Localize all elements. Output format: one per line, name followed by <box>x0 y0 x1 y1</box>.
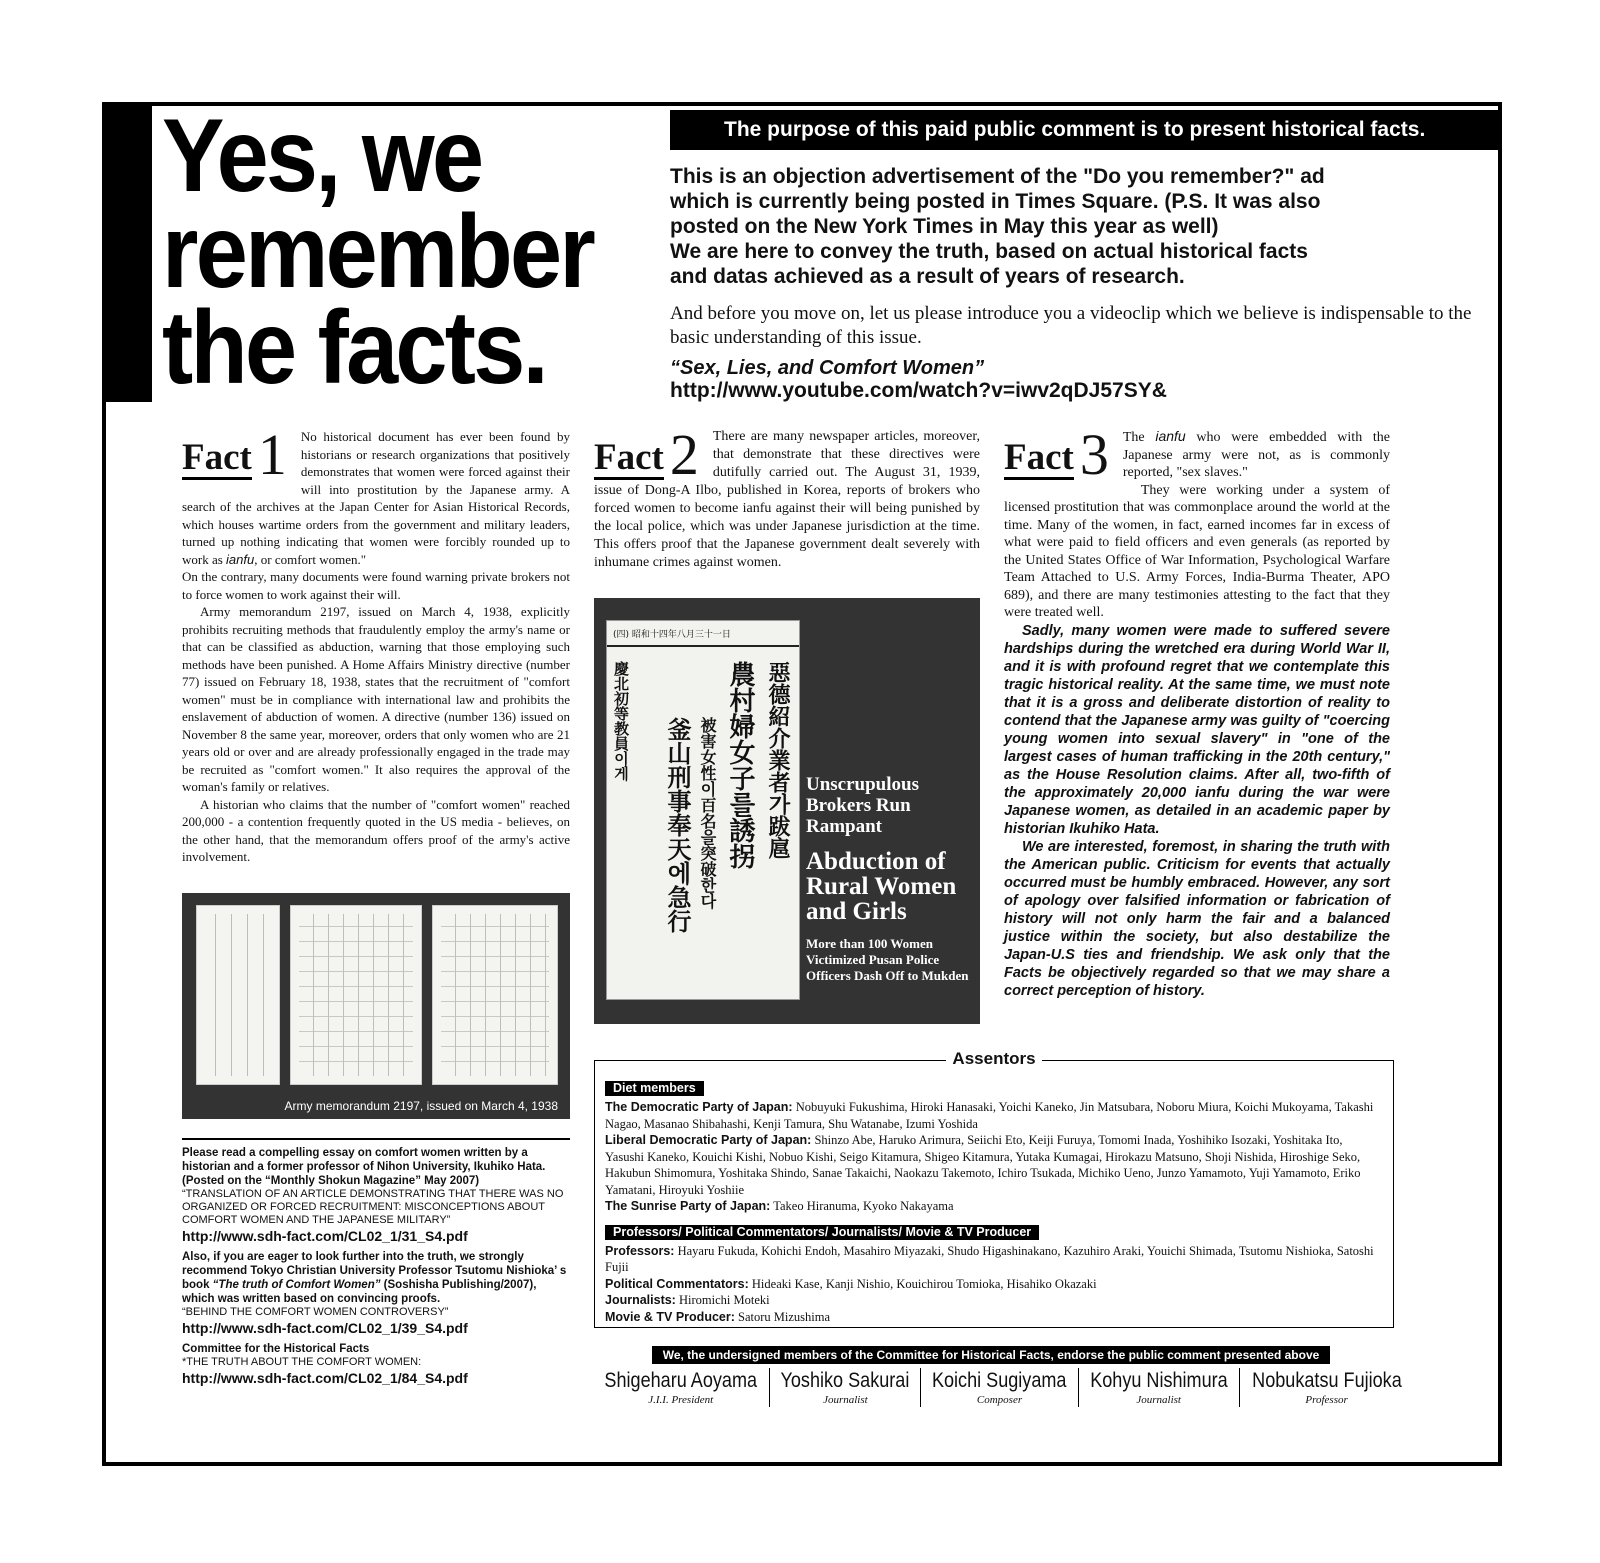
assentors-box <box>594 1049 1394 1328</box>
essay-references <box>182 1138 570 1388</box>
fact-1-ianfu: ianfu <box>226 551 255 567</box>
dpj-names: Nobuyuki Fukushima, Hiroki Hanasaki, Yoichi Kaneko, Jin Matsubara, Noboru Miura, Koichi Mukoyama, Takashi Nagao, Masanao Shibahashi, Kenji Tamura, Shu Watanabe, Izumi Yoshida <box>605 1100 1374 1131</box>
newspaper-clip <box>606 620 800 1000</box>
essay-committee: Committee for the Historical Facts <box>182 1343 370 1355</box>
fact-1-word: Fact <box>182 437 252 478</box>
essay-title-2: “BEHIND THE COMFORT WOMEN CONTROVERSY” <box>182 1306 449 1318</box>
newspaper-translation <box>806 774 974 984</box>
clip-kanji-3: 被害女性이百名을突破한다 <box>698 717 717 909</box>
signer-name: Nobukatsu Fujioka <box>1251 1369 1402 1392</box>
endorsement-banner: We, the undersigned members of the Committee for Historical Facts, endorse the public comment presented above <box>652 1346 1330 1364</box>
signer <box>1078 1368 1239 1407</box>
signer <box>769 1368 920 1407</box>
essay-title-1: “TRANSLATION OF AN ARTICLE DEMONSTRATING THAT THERE WAS NO ORGANIZED OR FORCED RECRUITMENT: MISCONCEPTIONS ABOUT COMFORT WOMEN AND THE JAPANESE MILITARY” <box>182 1188 564 1226</box>
headline-line-2: remember <box>162 194 594 310</box>
fact-1-number: 1 <box>257 422 287 487</box>
news-headline-3: More than 100 Women Victimized Pusan Police Officers Dash Off to Mukden <box>806 936 969 983</box>
intro-line-5: and datas achieved as a result of years of research. <box>670 265 1185 288</box>
clip-kanji-4: 釜山刑事奉天에急行 <box>663 717 691 933</box>
memo-page-1 <box>196 905 280 1085</box>
news-headline-2: Abduction of Rural Women and Girls <box>806 848 957 925</box>
headline <box>162 102 666 406</box>
signer-name: Koichi Sugiyama <box>932 1369 1067 1392</box>
essay-book-title: “The truth of Comfort Women” <box>212 1279 381 1291</box>
signer <box>920 1368 1077 1407</box>
signer-name: Kohyu Nishimura <box>1089 1369 1228 1392</box>
journalists-names: Hiromichi Moteki <box>678 1293 770 1307</box>
fact-3-paragraph-2: They were working under a system of licensed prostitution that was commonplace around the world at the time. Many of the women, in fact, earned incomes far in excess of what were paid to field officers and even generals (as reported by the United States Office of War Information, Psychological Warfare Team Attached to U.S. Army Forces, India-Burma Theater, APO 689), and there are many testimonies attesting to the fact that they were treated well. <box>1004 482 1390 620</box>
sunrise-names: Takeo Hiranuma, Kyoko Nakayama <box>773 1199 954 1213</box>
clip-date: (四) 昭和十四年八月三十一日 <box>613 630 731 640</box>
fact-1-paragraph-2: On the contrary, many documents were found warning private brokers not to force women to work against their will. <box>182 569 570 602</box>
intro-line-2: which is currently being posted in Times Square. (P.S. It was also <box>670 190 1321 213</box>
signer-role: J.I.I. President <box>648 1394 714 1406</box>
signer <box>1239 1368 1414 1407</box>
purpose-banner: The purpose of this paid public comment is to present historical facts. <box>670 110 1498 150</box>
signer-name: Yoshiko Sakurai <box>780 1369 910 1392</box>
fact-3-p1-end: who were embedded with the Japanese army were not, as is commonly reported, "sex slaves." <box>1122 430 1390 480</box>
assentors-title <box>595 1049 1393 1069</box>
advertisement-frame <box>102 102 1502 1466</box>
fact-3-p1-text: The <box>1122 430 1156 445</box>
clip-kanji-5: 慶北初等教員이게 <box>612 661 630 781</box>
journalists-category: Journalists: <box>605 1293 676 1307</box>
ldp-members <box>595 1132 1393 1198</box>
essay-intro-2 <box>182 1250 570 1306</box>
fact-3-paragraph-4: We are interested, foremost, in sharing the truth with the American public. Criticism for events that actually occurred must be humbly embraced. However, any sort of apology over falsified information or fabrication of history will not only harm the fair and a balanced justice within the society, but also destabilize the Japan-U.S ties and friendship. We ask only that the Facts be objectively regarded so that we may share a correct perception of history. <box>1004 838 1390 999</box>
professors-names: Hayaru Fukuda, Kohichi Endoh, Masahiro Miyazaki, Shudo Higashinakano, Kazuhiro Araki, Youichi Shimada, Tsutomu Nishioka, Satoshi Fujii <box>605 1243 1374 1274</box>
fact-3-paragraph-3: Sadly, many women were made to suffered severe hardships during the wretched era during World War II, and it is with profound regret that we contemplate this tragic historical reality. At the same time, we must note that it is a gross and deliberate distortion of reality to contend that the Japanese army was guilty of "coercing young women into sexual slavery" in "one of the largest cases of human trafficking in the 20th century," as the House Resolution claims. After all, two-fifth of the approximately 20,000 ianfu during the war were Japanese women, as detailed in an academic paper by historian Ikuhiko Hata. <box>1004 622 1390 837</box>
essay-url-1[interactable]: http://www.sdh-fact.com/CL02_1/31_S4.pdf <box>182 1228 468 1244</box>
intro-line-4: We are here to convey the truth, based on actual historical facts <box>670 240 1308 263</box>
intro-line-1: This is an objection advertisement of the "Do you remember?" ad <box>670 165 1325 188</box>
fact-1-p1-end: , or comfort women." <box>254 551 367 567</box>
headline-side-bar <box>106 106 152 402</box>
journalists-members <box>595 1292 1393 1309</box>
sunrise-party-name: The Sunrise Party of Japan: <box>605 1199 771 1213</box>
fact-1-p1-text: No historical document has ever been found by historians or research organizations that positively demonstrates that women were forced against their will into prostitution by the Japanese army. A search of the archives at the Japan Center for Asian Historical Records, which houses wartime orders from the government and military leaders, turned up nothing indicating that women were forcibly rounded up to work as <box>182 429 570 567</box>
clip-kanji-1: 惡德紹介業者가跋扈 <box>765 661 790 859</box>
fact-3-heading <box>1004 422 1109 487</box>
headline-line-1: Yes, we <box>162 102 482 214</box>
fact-1-column <box>182 422 570 866</box>
fact-2-word: Fact <box>594 437 664 478</box>
commentators-category: Political Commentators: <box>605 1276 749 1291</box>
ldp-names: Shinzo Abe, Haruko Arimura, Seiichi Eto, Keiji Furuya, Tomomi Inada, Yoshihiko Isozaki, Yoshitaka Ito, Yasushi Kaneko, Kouichi Kishi, Nobuo Kishi, Seigo Kitamura, Shigeo Kitamura, Yutaka Kumagai, Hirokazu Matsuno, Shoji Nishida, Hiroshige Seko, Hakubun Shimomura, Yoshitaka Shindo, Sanae Takaichi, Naokazu Takemoto, Ichiro Tsukada, Michiko Ueno, Junzo Yamamoto, Yuji Yamamoto, Eriko Yamatani, Hiroyuki Yoshiie <box>605 1133 1361 1197</box>
clip-kanji-2: 農村婦女子를誘拐 <box>725 661 755 869</box>
essay-url-3[interactable]: http://www.sdh-fact.com/CL02_1/84_S4.pdf <box>182 1370 468 1386</box>
signer-role: Professor <box>1305 1394 1348 1406</box>
signers-row <box>592 1368 1402 1407</box>
essay-intro-2-end: (Soshisha Publishing/2007), which was written based on convincing proofs. <box>182 1279 537 1305</box>
fact-1-heading <box>182 422 287 487</box>
fact-1-paragraph-4: A historian who claims that the number of "comfort women" reached 200,000 - a contention frequently quoted in the US media - believes, on the other hand, that the memorandum offers proof of the army's active involvement. <box>182 796 570 864</box>
essay-url-2[interactable]: http://www.sdh-fact.com/CL02_1/39_S4.pdf <box>182 1320 468 1336</box>
producer-category: Movie & TV Producer: <box>605 1309 735 1324</box>
producer-names: Satoru Mizushima <box>738 1309 831 1324</box>
professors-members <box>595 1243 1393 1276</box>
intro-line-3: posted on the New York Times in May this year as well) <box>670 215 1219 238</box>
fact-3-number: 3 <box>1079 422 1109 487</box>
sunrise-members <box>595 1198 1393 1215</box>
fact-3-column <box>1004 422 1390 1000</box>
diet-members-label: Diet members <box>605 1081 704 1096</box>
memo-page-3 <box>432 905 558 1085</box>
signer-role: Journalist <box>1136 1394 1181 1406</box>
fact-2-column <box>594 422 980 572</box>
fact-2-number: 2 <box>669 422 699 487</box>
essay-intro: Please read a compelling essay on comfort women written by a historian and a former professor of Nihon University, Ikuhiko Hata. (Posted on the “Monthly Shokun Magazine” May 2007) <box>182 1147 546 1187</box>
fact-2-heading <box>594 422 699 487</box>
army-memorandum-image <box>182 893 570 1119</box>
headline-line-3: the facts. <box>162 290 546 406</box>
producer-members <box>595 1309 1393 1326</box>
dpj-party-name: The Democratic Party of Japan: <box>605 1100 793 1114</box>
intro-text <box>670 164 1490 289</box>
video-intro-text: And before you move on, let us please introduce you a videoclip which we believe is indispensable to the basic understanding of this issue. <box>670 303 1472 348</box>
memo-caption: Army memorandum 2197, issued on March 4, 1938 <box>284 1099 558 1113</box>
signer-role: Composer <box>976 1394 1023 1406</box>
newspaper-clipping-image <box>594 598 980 1024</box>
fact-2-paragraph: There are many newspaper articles, moreover, that demonstrate that these directives were dutifully carried out. The August 31, 1939, issue of Dong-A Ilbo, published in Korea, reports of brokers who forced women to become ianfu against their will being punished by the local police, which was under Japanese jurisdiction at the time. This offers proof that the Japanese government dealt severely with inhumane crimes against women. <box>594 429 980 570</box>
signer <box>592 1368 769 1407</box>
commentators-members <box>595 1276 1393 1293</box>
essay-title-3: *THE TRUTH ABOUT THE COMFORT WOMEN: <box>182 1356 422 1368</box>
fact-3-word: Fact <box>1004 437 1074 478</box>
signer-name: Shigeharu Aoyama <box>604 1369 758 1392</box>
fact-3-ianfu: ianfu <box>1155 428 1186 444</box>
fact-1-paragraph-3: Army memorandum 2197, issued on March 4, 1938, explicitly prohibits recruiting methods that fraudulently employ the army's name or that can be classified as abduction, warning that those employing such methods have been punished. A Home Affairs Ministry directive (number 77) issued on February 18, 1938, states that the recruitment of "comfort women" must be in compliance with international law and prohibits the enslavement of abduction of women. A directive (number 136) issued on November 8 the same year, moreover, orders that only women who are 21 years old or over and are already professionally engaged in the trade may be recruited as "comfort women." It also requires the approval of the woman's family or relatives. <box>182 604 570 794</box>
professors-label: Professors/ Political Commentators/ Journalists/ Movie & TV Producer <box>605 1225 1039 1240</box>
memo-page-2 <box>290 905 422 1085</box>
assentors-title-text: Assentors <box>946 1049 1041 1068</box>
dpj-members <box>595 1099 1393 1132</box>
ldp-party-name: Liberal Democratic Party of Japan: <box>605 1133 812 1147</box>
essay-intro-2-text: Also, if you are eager to look further into the truth, we strongly recommend Tokyo Christian University Professor Tsutomu Nishioka’ s book <box>182 1251 567 1291</box>
professors-category: Professors: <box>605 1243 675 1258</box>
video-title: “Sex, Lies, and Comfort Women” <box>670 357 985 379</box>
video-url-link[interactable]: http://www.youtube.com/watch?v=iwv2qDJ57SY& <box>670 379 1167 402</box>
signer-role: Journalist <box>823 1394 868 1406</box>
commentators-names: Hideaki Kase, Kanji Nishio, Kouichirou Tomioka, Hisahiko Okazaki <box>751 1276 1097 1291</box>
news-headline-1: Unscrupulous Brokers Run Rampant <box>806 774 919 837</box>
